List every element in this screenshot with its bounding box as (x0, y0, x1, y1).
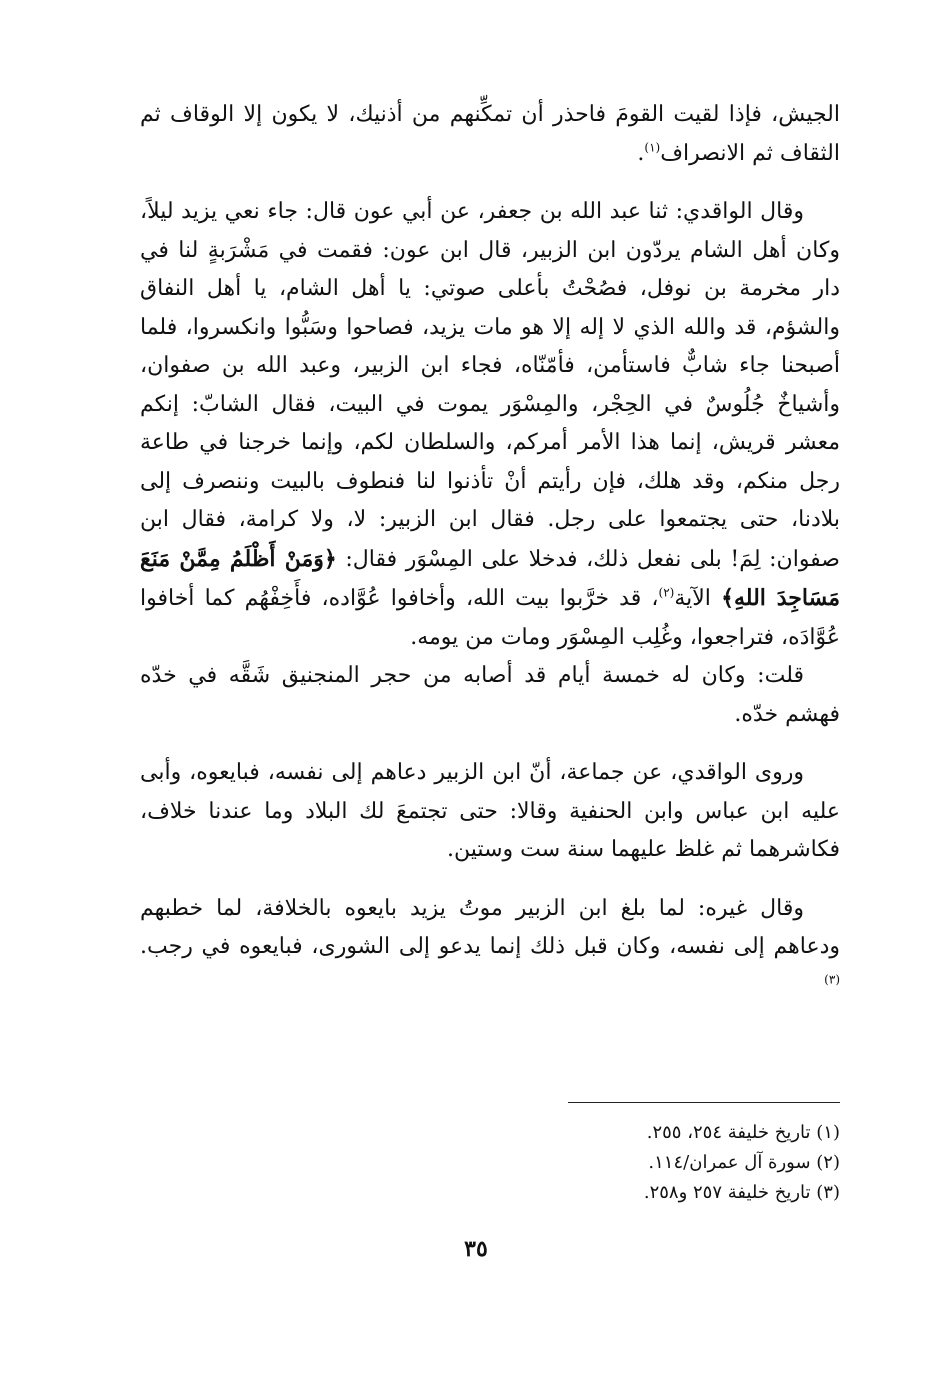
paragraph-4: وروى الواقدي، عن جماعة، أنّ ابن الزبير دعاهم إلى نفسه، فبايعوه، وأبى عليه ابن عباس وابن الحنفية وقالا: حتى تجتمعَ لك البلاد وما عندنا خلاف، فكاشرهما ثم غلظ عليهما سنة ست وستين. (140, 760, 840, 862)
footnotes (400, 1118, 840, 1208)
main-text (140, 96, 840, 1005)
paragraph-1-text: الجيش، فإذا لقيت القومَ فاحذر أن تمكِّنهم من أذنيك، لا يكون إلا الوقاف ثم الثقاف ثم الانصراف (140, 102, 840, 166)
paragraph-3: قلت: وكان له خمسة أيام قد أصابه من حجر المنجنيق شَقَّه في خدّه فهشم خدّه. (140, 663, 840, 727)
paragraph-5-text: وقال غيره: لما بلغ ابن الزبير موتُ يزيد بايعوه بالخلافة، لما خطبهم ودعاهم إلى نفسه، وكان قبل ذلك إنما يدعو إلى الشورى، فبايعوه في رجب. (140, 895, 840, 959)
quran-quote: ﴿وَمَنْ أَظْلَمُ مِمَّنْ مَنَعَ مَسَاجِدَ اللهِ﴾ (140, 545, 840, 611)
paragraph-2 (140, 193, 840, 657)
footnote-ref-3: (٣) (824, 972, 840, 987)
paragraph-2-rest: ، قد خرَّبوا بيت الله، وأخافوا عُوَّاده، فأَخِفْهُم كما أخافوا عُوَّادَه، فتراجعوا، وغُلِب المِسْوَر ومات من يومه. (140, 586, 840, 650)
paragraph-1-end: . (637, 140, 645, 166)
footnote-2: (٢) سورة آل عمران/١١٤. (648, 1152, 840, 1173)
footnote-3: (٣) تاريخ خليفة ٢٥٧ و٢٥٨. (643, 1182, 840, 1203)
footnote-ref-2: (٢) (658, 585, 675, 600)
page-number: ٣٥ (464, 1236, 488, 1262)
paragraph-2-text: وقال الواقدي: ثنا عبد الله بن جعفر، عن أبي عون قال: جاء نعي يزيد ليلاً، وكان أهل الشام يردّون ابن الزبير، قال ابن عون: فقمت في مَشْرَبةٍ لنا في دار مخرمة بن نوفل، فصُحْتُ بأعلى صوتي: يا أهل الشام، يا أهل النفاق والشؤم، قد والله الذي لا إله إلا هو مات يزيد، فصاحوا وسَبُّوا وانكسروا، فلما أصبحنا جاء شابٌّ فاستأمن، فأمّنّاه، فجاء ابن الزبير، وعبد الله بن صفوان، وأشياخٌ جُلُوسٌ في الحِجْر، والمِسْوَر يموت في البيت، فقال الشابّ: إنكم معشر قريش، إنما هذا الأمر أمركم، والسلطان لكم، وإنما خرجنا في طاعة رجل منكم، وقد هلك، فإن رأيتم أنْ تأذنوا لنا فنطوف بالبيت وننصرف إلى بلادنا، حتى يجتمعوا على رجل. فقال ابن الزبير: لا، ولا كرامة، فقال ابن صفوان: لِمَ! بلى نفعل ذلك، فدخلا على المِسْوَر فقال: (140, 199, 840, 572)
footnote-1: (١) تاريخ خليفة ٢٥٤، ٢٥٥. (646, 1122, 840, 1143)
aya-label: الآية (674, 586, 711, 611)
footnote-divider (568, 1102, 840, 1103)
footnote-ref-1: (١) (644, 140, 661, 155)
paragraph-1 (140, 96, 840, 173)
paragraph-5 (140, 890, 840, 1006)
